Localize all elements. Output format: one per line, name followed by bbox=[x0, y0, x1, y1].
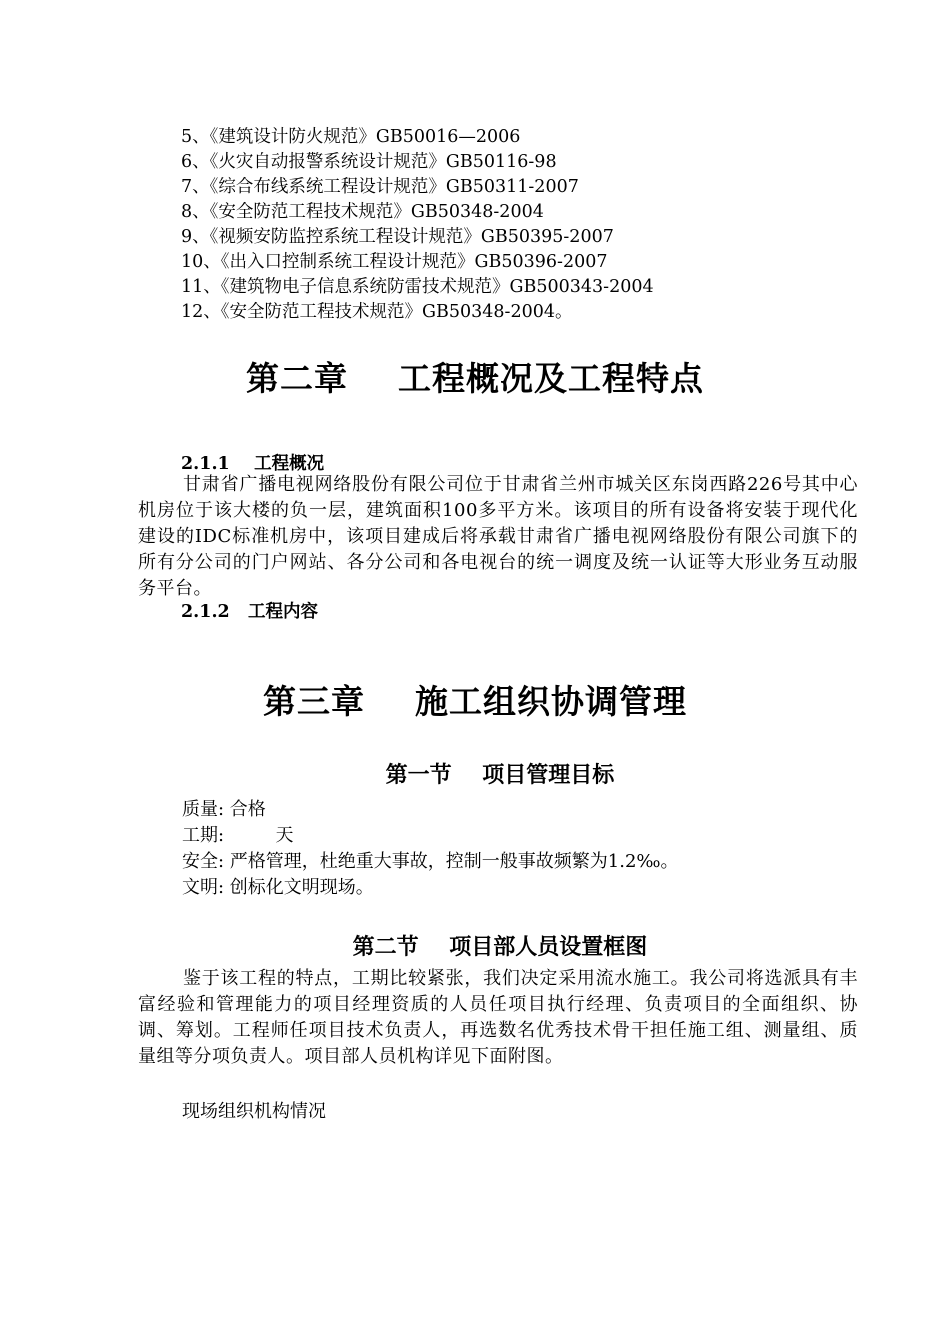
reference-item: 10、《出入口控制系统工程设计规范》GB50396-2007 bbox=[181, 252, 608, 272]
reference-item: 12、《安全防范工程技术规范》GB50348-2004。 bbox=[181, 302, 573, 322]
goal-schedule: 工期: 天 bbox=[182, 825, 294, 846]
section-2-1-1-body: 甘肃省广播电视网络股份有限公司位于甘肃省兰州市城关区东岗西路226号其中心机房位于该大楼的负一层，建筑面积100多平方米。该项目的所有设备将安装于现代化建设的IDC标准机房中，该项目建成后将承载甘肃省广播电视网络股份有限公司旗下的所有分公司的门户网站、各分公司和各电视台的统一调度及统一认证等大形业务互动服务平台。 bbox=[138, 474, 858, 599]
section-2-1-1-heading: 2.1.1 工程概况 bbox=[181, 454, 325, 474]
reference-item: 6、《火灾自动报警系统设计规范》GB50116-98 bbox=[181, 152, 557, 172]
goal-safety: 安全: 严格管理，杜绝重大事故，控制一般事故频繁为1.2‰。 bbox=[182, 851, 679, 872]
section-2-body: 鉴于该工程的特点，工期比较紧张，我们决定采用流水施工。我公司将选派具有丰富经验和管理能力的项目经理资质的人员任项目执行经理、负责项目的全面组织、协调、筹划。工程师任项目技术负责人，再选数名优秀技术骨干担任施工组、测量组、质量组等分项负责人。项目部人员机构详见下面附图。 bbox=[138, 968, 858, 1067]
chapter-2-title: 第二章 工程概况及工程特点 bbox=[246, 359, 704, 398]
chapter-3-title: 第三章 施工组织协调管理 bbox=[263, 682, 687, 721]
reference-item: 9、《视频安防监控系统工程设计规范》GB50395-2007 bbox=[181, 227, 614, 247]
reference-item: 5、《建筑设计防火规范》GB50016—2006 bbox=[181, 127, 521, 147]
management-goals-list bbox=[182, 797, 679, 901]
org-structure-caption: 现场组织机构情况 bbox=[182, 1101, 326, 1122]
section-2-title: 第二节 项目部人员设置框图 bbox=[352, 934, 648, 960]
goal-civility: 文明: 创标化文明现场。 bbox=[182, 877, 374, 898]
section-1-title: 第一节 项目管理目标 bbox=[385, 762, 615, 788]
reference-item: 7、《综合布线系统工程设计规范》GB50311-2007 bbox=[181, 177, 579, 197]
reference-item: 11、《建筑物电子信息系统防雷技术规范》GB500343-2004 bbox=[181, 277, 654, 297]
standards-reference-list bbox=[181, 125, 654, 325]
reference-item: 8、《安全防范工程技术规范》GB50348-2004 bbox=[181, 202, 544, 222]
goal-quality: 质量: 合格 bbox=[182, 799, 266, 820]
section-2-1-2-heading: 2.1.2 工程内容 bbox=[181, 602, 318, 622]
